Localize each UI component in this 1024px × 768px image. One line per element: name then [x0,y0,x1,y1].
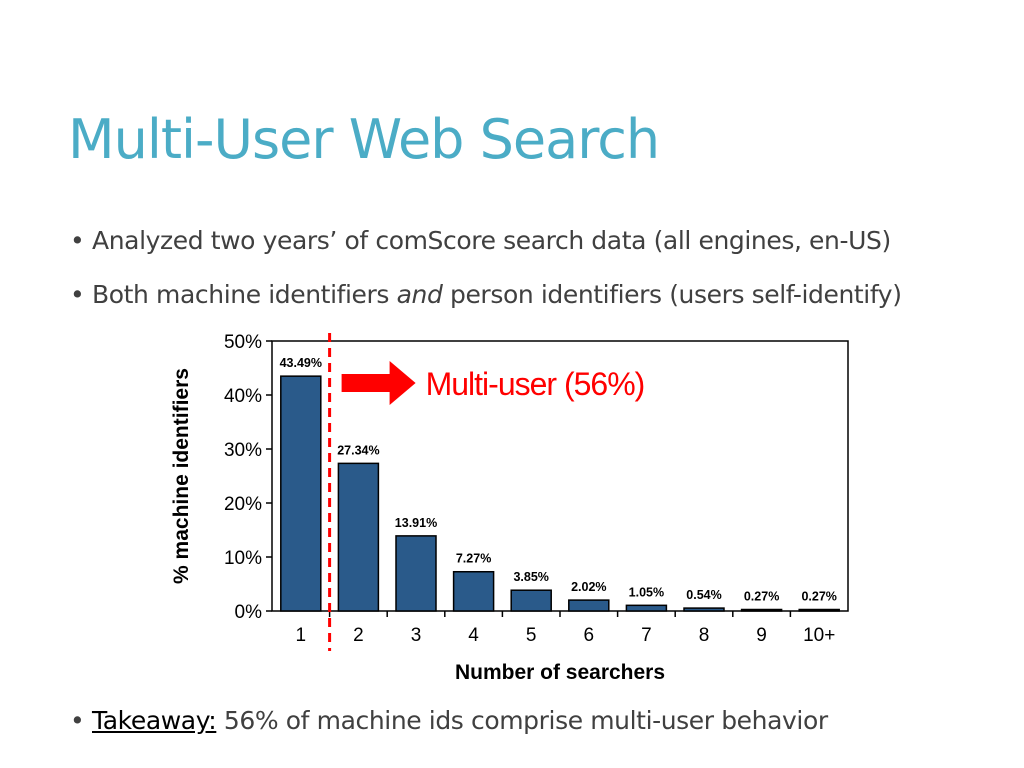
data-label: 2.02% [571,580,607,595]
x-tick-label: 8 [698,625,710,646]
x-tick-label: 7 [641,625,652,646]
bar-3 [396,536,436,611]
y-tick-label: 30% [223,440,262,461]
y-tick-label: 10% [223,548,262,569]
data-label: 0.27% [801,589,837,604]
bullet-emphasis: and [396,280,443,309]
data-label: 0.27% [743,589,780,604]
x-tick-label: 9 [756,625,767,646]
data-label: 27.34% [337,443,380,458]
bullet-text-after: person identifiers (users self-identify) [442,280,902,309]
bullet-text-before: Both machine identifiers [92,280,397,309]
bar-7 [626,605,666,611]
data-label: 3.85% [513,570,549,585]
bar-6 [569,600,609,611]
bullet-glyph: • [70,280,85,309]
y-tick-label: 50% [223,332,262,353]
x-tick-label: 3 [410,625,422,646]
arrow-right-icon [342,361,416,405]
bullet-glyph: • [70,706,85,735]
takeaway-label: Takeaway: [92,706,217,735]
x-axis-title: Number of searchers [454,661,666,684]
y-tick-label: 20% [223,494,262,515]
data-label: 1.05% [628,585,665,600]
bullet-text: Analyzed two years’ of comScore search data (all engines, en-US) [92,226,891,255]
slide-title: Multi-User Web Search [68,108,660,171]
x-tick-label: 5 [525,625,537,646]
y-tick-label: 0% [234,602,262,623]
bullet-takeaway [70,706,828,735]
bar-5 [511,590,551,611]
data-label: 0.54% [686,588,722,603]
bar-2 [338,463,378,611]
x-tick-label: 2 [353,625,364,646]
x-tick-label: 1 [295,625,307,646]
bullet-glyph: • [70,226,85,255]
data-label: 13.91% [394,515,438,530]
bar-4 [454,572,494,611]
annotation-label: Multi-user (56%) [425,366,645,402]
bar-1 [281,376,321,611]
takeaway-text: 56% of machine ids comprise multi-user behavior [216,706,828,735]
bar-chart [160,325,860,693]
bullet-analyzed-data [70,226,891,255]
bar-10+ [799,610,839,612]
bar-8 [684,608,724,611]
x-tick-label: 10+ [803,625,836,646]
y-tick-label: 40% [223,386,262,407]
x-tick-label: 6 [583,625,595,646]
y-axis-title: % machine identifiers [170,368,193,584]
data-label: 7.27% [455,551,492,566]
x-tick-label: 4 [468,625,479,646]
bar-9 [742,610,782,612]
data-label: 43.49% [279,356,323,371]
bullet-identifiers [70,280,902,309]
